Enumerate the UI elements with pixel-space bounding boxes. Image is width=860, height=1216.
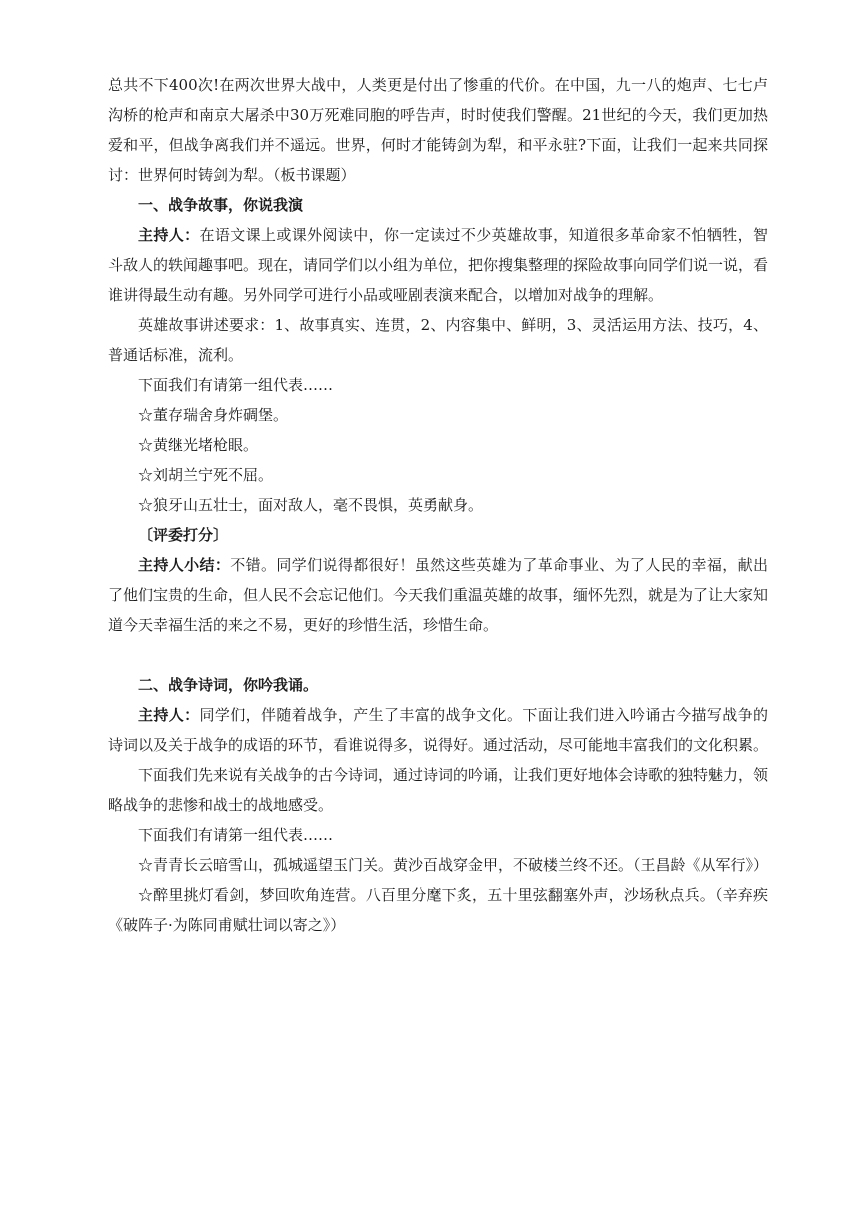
host-label: 主持人： [138, 706, 200, 724]
section1-host-paragraph [108, 220, 768, 310]
requirements-paragraph: 英雄故事讲述要求：1、故事真实、连贯，2、内容集中、鲜明，3、灵活运用方法、技巧，4、普通话标准，流利。 [108, 316, 768, 364]
judge-score-label: 〔评委打分〕 [138, 526, 229, 544]
section-spacer [108, 640, 768, 670]
section1-invite: 下面我们有请第一组代表…… [138, 376, 334, 394]
summary-text: 不错。同学们说得都很好！虽然这些英雄为了革命事业、为了人民的幸福，献出了他们宝贵的生命，但人民不会忘记他们。今天我们重温英雄的故事，缅怀先烈，就是为了让大家知道今天幸福生活的来之不易，更好的珍惜生活，珍惜生命。 [108, 556, 769, 634]
section2-invite: 下面我们有请第一组代表…… [138, 826, 334, 844]
host-label: 主持人： [138, 226, 200, 244]
list-item: ☆刘胡兰宁死不屈。 [138, 466, 274, 484]
host-text: 在语文课上或课外阅读中，你一定读过不少英雄故事，知道很多革命家不怕牺牲，智斗敌人的轶闻趣事吧。现在，请同学们以小组为单位，把你搜集整理的探险故事向同学们说一说，看谁讲得最生动有趣。另外同学可进行小品或哑剧表演来配合，以增加对战争的理解。 [108, 226, 769, 304]
list-item: ☆狼牙山五壮士，面对敌人，毫不畏惧，英勇献身。 [138, 496, 484, 514]
list-item: ☆董存瑞舍身炸碉堡。 [138, 406, 289, 424]
host-text: 同学们，伴随着战争，产生了丰富的战争文化。下面让我们进入吟诵古今描写战争的诗词以及关于战争的成语的环节，看谁说得多，说得好。通过活动，尽可能地丰富我们的文化积累。 [108, 706, 769, 754]
summary-label: 主持人小结： [138, 556, 231, 574]
intro-paragraph: 总共不下400次!在两次世界大战中，人类更是付出了惨重的代价。在中国，九一八的炮声、七七卢沟桥的枪声和南京大屠杀中30万死难同胞的呼告声，时时使我们警醒。21世纪的今天，我们更加热爱和平，但战争离我们并不遥远。世界，何时才能铸剑为犁，和平永驻?下面，让我们一起来共同探讨：世界何时铸剑为犁。（板书课题） [108, 76, 768, 184]
summary-paragraph [108, 550, 768, 640]
list-item: ☆醉里挑灯看剑，梦回吹角连营。八百里分麾下炙，五十里弦翻塞外声，沙场秋点兵。（辛弃疾《破阵子·为陈同甫赋壮词以寄之》） [108, 886, 768, 934]
list-item: ☆青青长云暗雪山，孤城遥望玉门关。黄沙百战穿金甲，不破楼兰终不还。（王昌龄《从军行》） [138, 856, 769, 874]
poem-intro-paragraph: 下面我们先来说有关战争的古今诗词，通过诗词的吟诵，让我们更好地体会诗歌的独特魅力，领略战争的悲惨和战士的战地感受。 [108, 766, 769, 814]
list-item: ☆黄继光堵枪眼。 [138, 436, 259, 454]
section2-heading: 二、战争诗词，你吟我诵。 [138, 676, 319, 694]
section1-heading: 一、战争故事，你说我演 [138, 196, 304, 214]
document-page [108, 70, 768, 940]
section2-host-paragraph [108, 700, 768, 760]
